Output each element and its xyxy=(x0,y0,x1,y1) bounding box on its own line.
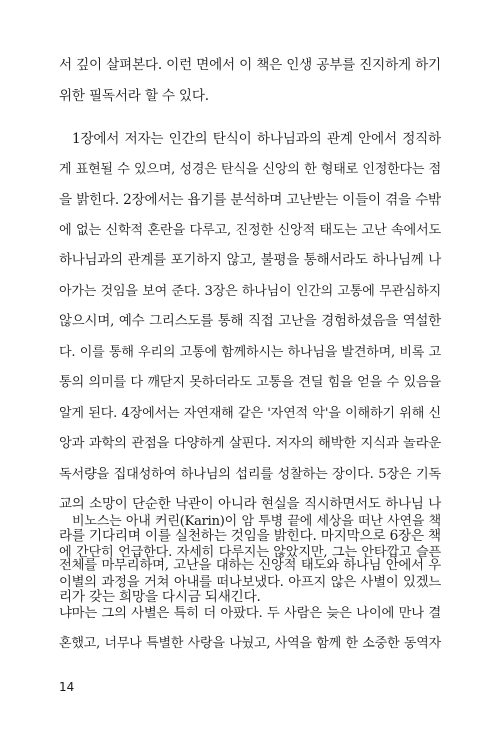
text-line: 서 깊이 살펴본다. 이런 면에서 이 책은 인생 공부를 진지하게 하기 xyxy=(59,57,441,73)
text-line: 에 간단히 언급한다. 자세히 다루지는 않았지만, 그는 안타깝고 슬픈 xyxy=(59,544,441,560)
text-line: 혼했고, 너무나 특별한 사랑을 나눴고, 사역을 함께 한 소중한 동역자 xyxy=(59,636,441,651)
text-line: 알게 된다. 4장에서는 자연재해 같은 '자연적 악'을 이해하기 위해 신 xyxy=(59,405,441,421)
text-line: 전체를 마무리하며, 고난을 대하는 신앙적 태도와 하나님 안에서 우 xyxy=(59,558,441,573)
paragraph-continued xyxy=(59,50,441,111)
text-line: 하나님과의 관계를 포기하지 않고, 불평을 통해서라도 하나님께 나 xyxy=(59,253,441,268)
text-line: 게 표현될 수 있으며, 성경은 탄식을 신앙의 한 형태로 인정한다는 점 xyxy=(59,161,441,177)
text-line: 앙과 과학의 관점을 다양하게 살핀다. 저자의 해박한 지식과 놀라운 xyxy=(59,436,441,451)
text-line: 통의 의미를 다 깨닫지 못하더라도 고통을 견딜 힘을 얻을 수 있음을 xyxy=(59,375,441,390)
paragraph-author-story xyxy=(59,507,441,660)
text-line: 에 없는 신학적 혼란을 다루고, 진정한 신앙적 태도는 고난 속에서도 xyxy=(59,222,441,238)
text-line: 비노스는 아내 커린(Karin)이 암 투병 끝에 세상을 떠난 사연을 책 xyxy=(72,514,441,529)
text-line: 리가 갖는 희망을 다시금 되새긴다. xyxy=(59,588,261,605)
text-line: 이별의 과정을 거쳐 아내를 떠나보냈다. 아프지 않은 사별이 있겠느 xyxy=(59,575,441,590)
text-line: 않으시며, 예수 그리스도를 통해 직접 고난을 경험하셨음을 역설한 xyxy=(59,314,441,329)
text-line: 냐마는 그의 사별은 특히 더 아팠다. 두 사람은 늦은 나이에 만나 결 xyxy=(59,605,441,621)
text-line: 1장에서 저자는 인간의 탄식이 하나님과의 관계 안에서 정직하 xyxy=(72,131,441,147)
text-line: 을 밝힌다. 2장에서는 욥기를 분석하며 고난받는 이들이 겪을 수밖 xyxy=(59,192,441,208)
page-number: 14 xyxy=(59,680,75,694)
text-line: 독서량을 집대성하여 하나님의 섭리를 성찰하는 장이다. 5장은 기독 xyxy=(59,466,441,482)
text-line: 교의 소망이 단순한 낙관이 아니라 현실을 직시하면서도 하나님 나 xyxy=(59,497,441,512)
text-line: 위한 필독서라 할 수 있다. xyxy=(59,87,209,104)
text-line: 아가는 것임을 보여 준다. 3장은 하나님이 인간의 고통에 무관심하지 xyxy=(59,283,441,299)
text-line: 다. 이를 통해 우리의 고통에 함께하시는 하나님을 발견하며, 비록 고 xyxy=(59,344,441,360)
text-line: 라를 기다리며 이를 실천하는 것임을 밝힌다. 마지막으로 6장은 책 xyxy=(59,527,441,544)
